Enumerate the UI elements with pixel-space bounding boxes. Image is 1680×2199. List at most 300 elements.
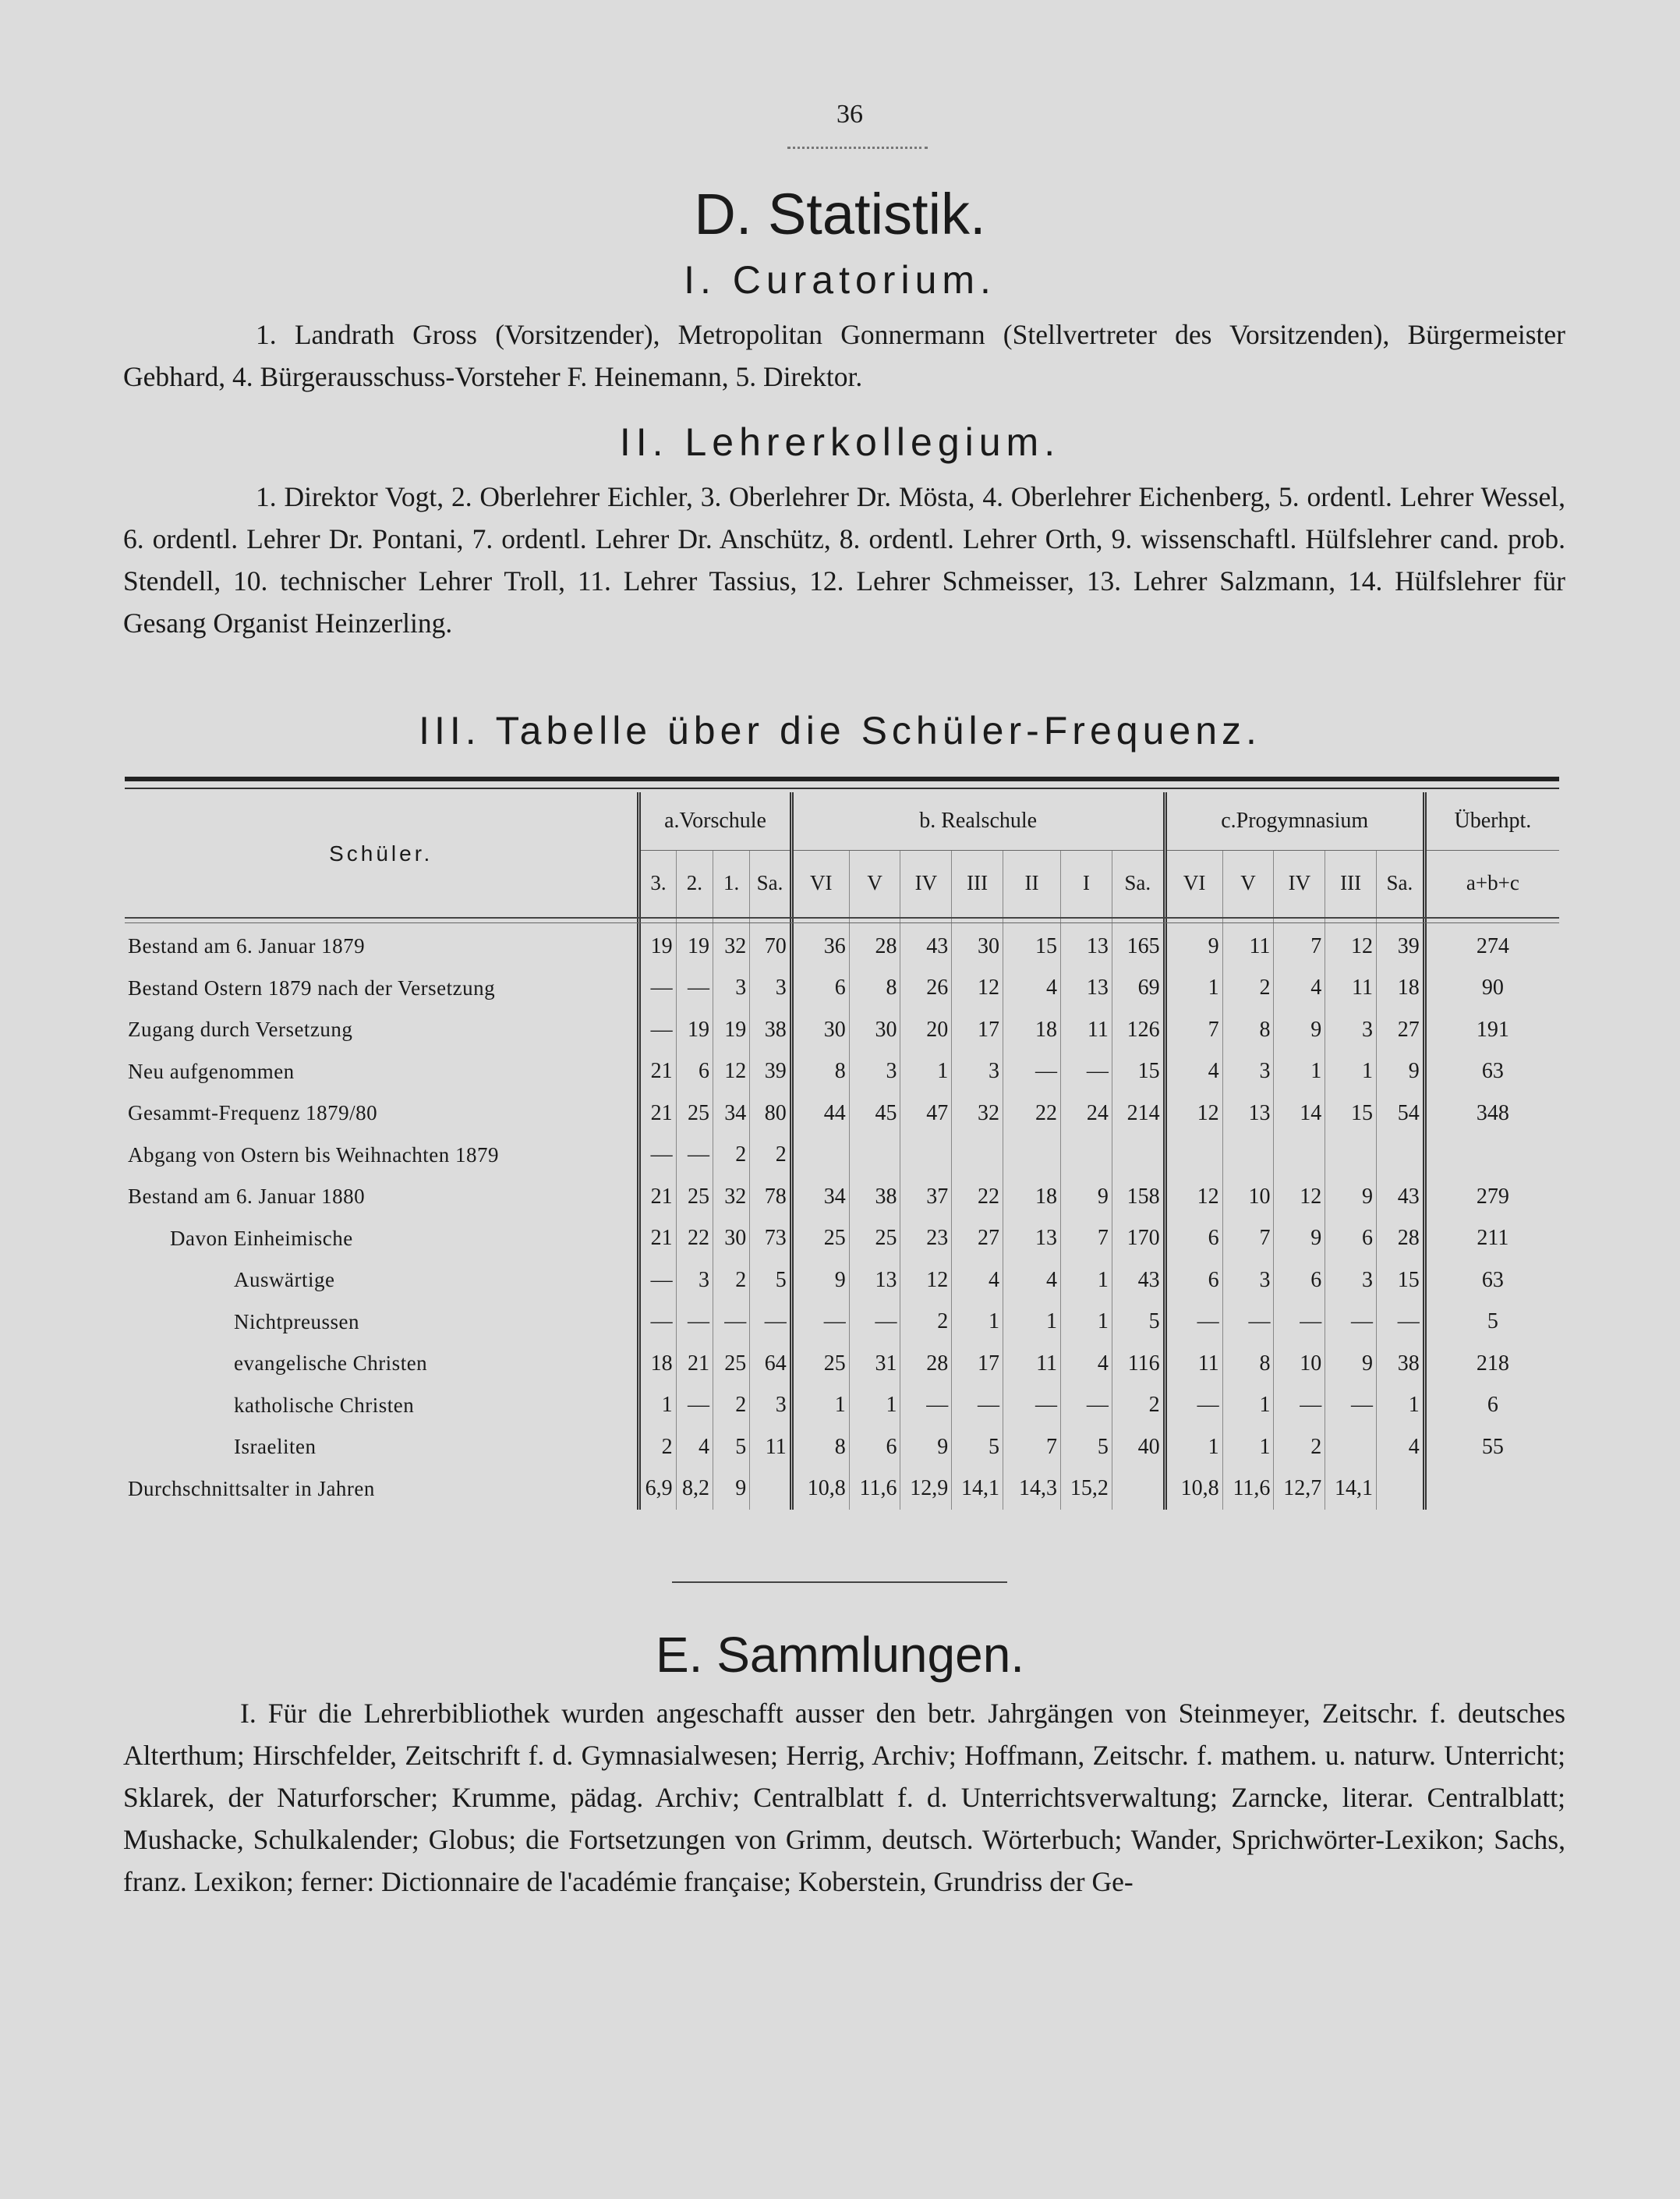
table-cell: 7 — [1165, 1009, 1222, 1051]
table-cell: 44 — [791, 1092, 849, 1135]
table-cell: 3 — [750, 968, 791, 1010]
table-cell: 2 — [713, 1259, 749, 1301]
table-cell — [1274, 1135, 1325, 1177]
table-cell: 34 — [713, 1092, 749, 1135]
row-label: Durchschnittsalter in Jahren — [128, 1476, 375, 1500]
col-header: a+b+c — [1424, 851, 1559, 915]
table-cell: 18 — [1003, 1009, 1061, 1051]
table-cell: 20 — [900, 1009, 952, 1051]
table-cell: 1 — [639, 1385, 676, 1427]
table-row — [125, 1259, 1559, 1301]
table-cell: 45 — [849, 1092, 900, 1135]
table-row — [125, 1218, 1559, 1260]
table-cell: 6 — [1424, 1385, 1559, 1427]
table-cell: 12 — [1165, 1176, 1222, 1218]
table-cell: 12 — [900, 1259, 952, 1301]
table-cell: 5 — [713, 1426, 749, 1468]
table-cell: 12 — [952, 968, 1003, 1010]
table-cell: 15 — [1325, 1092, 1377, 1135]
table-cell: 2 — [639, 1426, 676, 1468]
table-cell: 1 — [1061, 1259, 1112, 1301]
group-realschule: b. Realschule — [791, 792, 1165, 851]
table-cell: 15,2 — [1061, 1468, 1112, 1510]
section-d-title: D. Statistik. — [694, 182, 986, 246]
table-row — [125, 1092, 1559, 1135]
table-cell: 9 — [1325, 1343, 1377, 1385]
sammlungen-text: I. Für die Lehrerbibliothek wurden angeschafft ausser den betr. Jahrgängen von Steinmeyer, Zeitschr. f. deutsches Alterthum; Hirschfelder, Zeitschrift f. d. Gymnasialwesen; Herrig, Archiv; Hoffmann, Zeitschr. f. mathem. u. naturw. Unterricht; Sklarek, der Naturforscher; Krumme, pädag. Archiv; Centralblatt f. d. Unterrichtsverwaltung; Zarncke, literar. Centralblatt; Mushacke, Schulkalender; Globus; die Fortsetzungen von Grimm, deutsch. Wörterbuch; Wander, Sprichwörter-Lexikon; Sachs, franz. Lexikon; ferner: Dictionnaire de l'académie française; Koberstein, Grundriss der Ge- — [123, 1698, 1565, 1897]
table-cell: 34 — [791, 1176, 849, 1218]
col-header: IV — [1274, 851, 1325, 915]
table-cell: 13 — [1222, 1092, 1274, 1135]
table-cell — [1112, 1135, 1165, 1177]
row-label: katholische Christen — [234, 1393, 415, 1417]
table-cell: — — [1377, 1301, 1425, 1344]
table-cell: 11,6 — [1222, 1468, 1274, 1510]
table-cell: 43 — [900, 915, 952, 968]
table-cell: — — [849, 1301, 900, 1344]
table-cell: 13 — [1061, 915, 1112, 968]
table-cell: 38 — [750, 1009, 791, 1051]
table-cell: 2 — [713, 1385, 749, 1427]
table-cell: 11 — [1222, 915, 1274, 968]
table-cell: 21 — [639, 1218, 676, 1260]
table-cell: 9 — [1325, 1176, 1377, 1218]
table-cell: 4 — [1165, 1051, 1222, 1093]
table-cell: 14,1 — [952, 1468, 1003, 1510]
table-cell: 11,6 — [849, 1468, 900, 1510]
table-cell: 54 — [1377, 1092, 1425, 1135]
table-cell: — — [676, 968, 713, 1010]
page-number: 36 — [836, 100, 863, 129]
table-row — [125, 968, 1559, 1010]
row-label: Abgang von Ostern bis Weihnachten 1879 — [128, 1142, 499, 1167]
table-cell: 14,1 — [1325, 1468, 1377, 1510]
curatorium-text: 1. Landrath Gross (Vorsitzender), Metropolitan Gonnermann (Stellvertreter des Vorsitzenden), Bürgermeister Gebhard, 4. Bürgerausschuss-Vorsteher F. Heinemann, 5. Direktor. — [123, 319, 1565, 392]
row-header-schueler: Schüler. — [329, 841, 433, 866]
table-cell: 1 — [952, 1301, 1003, 1344]
table-cell: 1 — [1222, 1385, 1274, 1427]
table-cell: 28 — [900, 1343, 952, 1385]
table-cell: 14,3 — [1003, 1468, 1061, 1510]
section-separator-rule — [672, 1581, 1007, 1583]
table-cell: — — [639, 1135, 676, 1177]
table-cell — [1325, 1426, 1377, 1468]
table-header-row-groups — [125, 792, 1559, 851]
table-cell: 11 — [1061, 1009, 1112, 1051]
table-cell: 3 — [952, 1051, 1003, 1093]
table-cell: 4 — [1274, 968, 1325, 1010]
table-cell — [1377, 1135, 1425, 1177]
table-cell: 1 — [1325, 1051, 1377, 1093]
table-cell: 4 — [1377, 1426, 1425, 1468]
table-row — [125, 1301, 1559, 1344]
table-row — [125, 1051, 1559, 1093]
table-cell: 12,7 — [1274, 1468, 1325, 1510]
table-cell — [750, 1468, 791, 1510]
col-header: IV — [900, 851, 952, 915]
table-cell: 1 — [791, 1385, 849, 1427]
table-cell: 70 — [750, 915, 791, 968]
curatorium-heading: I. Curatorium. — [684, 258, 996, 302]
table-cell: 5 — [952, 1426, 1003, 1468]
table-cell: 191 — [1424, 1009, 1559, 1051]
table-cell: 12,9 — [900, 1468, 952, 1510]
col-header: 2. — [676, 851, 713, 915]
col-header: VI — [1165, 851, 1222, 915]
table-cell: 40 — [1112, 1426, 1165, 1468]
table-cell: 5 — [1112, 1301, 1165, 1344]
table-cell: 27 — [1377, 1009, 1425, 1051]
table-cell: 21 — [639, 1092, 676, 1135]
table-cell: 17 — [952, 1343, 1003, 1385]
col-header: III — [952, 851, 1003, 915]
table-cell: 9 — [1165, 915, 1222, 968]
table-cell: 21 — [639, 1176, 676, 1218]
table-cell: 1 — [1003, 1301, 1061, 1344]
table-cell: 5 — [750, 1259, 791, 1301]
table-cell: — — [1003, 1385, 1061, 1427]
table-cell: 2 — [1112, 1385, 1165, 1427]
table-cell: 15 — [1377, 1259, 1425, 1301]
table-cell: 64 — [750, 1343, 791, 1385]
table-cell: 211 — [1424, 1218, 1559, 1260]
group-vorschule: a.Vorschule — [639, 792, 791, 851]
table-cell: — — [1222, 1301, 1274, 1344]
table-cell: 73 — [750, 1218, 791, 1260]
table-top-rule — [125, 777, 1559, 781]
table-cell — [791, 1135, 849, 1177]
table-header-rule-thin — [125, 922, 1559, 923]
table-cell: 17 — [952, 1009, 1003, 1051]
table-cell: 214 — [1112, 1092, 1165, 1135]
table-cell: 78 — [750, 1176, 791, 1218]
table-cell: 18 — [1377, 968, 1425, 1010]
table-cell: 2 — [1222, 968, 1274, 1010]
table-cell: 6 — [849, 1426, 900, 1468]
table-cell: 116 — [1112, 1343, 1165, 1385]
table-cell: 8 — [791, 1051, 849, 1093]
table-cell: 6 — [1165, 1218, 1222, 1260]
table-cell: 19 — [676, 1009, 713, 1051]
table-cell: 31 — [849, 1343, 900, 1385]
table-cell: 2 — [900, 1301, 952, 1344]
table-cell — [1165, 1135, 1222, 1177]
table-cell: 1 — [1274, 1051, 1325, 1093]
table-cell: 19 — [639, 915, 676, 968]
table-cell: 1 — [1165, 968, 1222, 1010]
table-cell: 3 — [1325, 1259, 1377, 1301]
table-cell: — — [900, 1385, 952, 1427]
table-cell: — — [1274, 1301, 1325, 1344]
col-header: Sa. — [1377, 851, 1425, 915]
table-cell: 39 — [750, 1051, 791, 1093]
table-cell: — — [676, 1135, 713, 1177]
table-cell: 63 — [1424, 1259, 1559, 1301]
table-cell: 25 — [676, 1092, 713, 1135]
table-cell: 21 — [676, 1343, 713, 1385]
table-cell: 15 — [1112, 1051, 1165, 1093]
table-cell: 25 — [849, 1218, 900, 1260]
table-cell: 165 — [1112, 915, 1165, 968]
table-cell — [900, 1135, 952, 1177]
table-cell: 7 — [1003, 1426, 1061, 1468]
table-cell: 6 — [791, 968, 849, 1010]
table-cell: 36 — [791, 915, 849, 968]
table-cell: 3 — [1222, 1051, 1274, 1093]
table-row — [125, 1468, 1559, 1510]
row-label: Davon Einheimische — [170, 1226, 353, 1250]
table-cell: 63 — [1424, 1051, 1559, 1093]
table-cell: 19 — [676, 915, 713, 968]
table-cell: 9 — [900, 1426, 952, 1468]
table-cell: 28 — [849, 915, 900, 968]
table-cell — [952, 1135, 1003, 1177]
table-cell — [1325, 1135, 1377, 1177]
table-cell: 24 — [1061, 1092, 1112, 1135]
table-cell: — — [639, 1259, 676, 1301]
table-cell: 6 — [1325, 1218, 1377, 1260]
table-cell: 30 — [713, 1218, 749, 1260]
table-cell: 274 — [1424, 915, 1559, 968]
table-cell: 55 — [1424, 1426, 1559, 1468]
table-cell — [1061, 1135, 1112, 1177]
table-cell — [1003, 1135, 1061, 1177]
col-header: V — [849, 851, 900, 915]
table-cell: 126 — [1112, 1009, 1165, 1051]
table-cell: 4 — [1003, 1259, 1061, 1301]
table-cell: 4 — [676, 1426, 713, 1468]
row-label: Auswärtige — [234, 1268, 335, 1292]
table-row — [125, 1426, 1559, 1468]
table-cell: 11 — [1165, 1343, 1222, 1385]
table-body — [125, 915, 1559, 1510]
table-cell: 12 — [1274, 1176, 1325, 1218]
table-cell: 14 — [1274, 1092, 1325, 1135]
table-cell: 4 — [1003, 968, 1061, 1010]
table-cell: — — [1003, 1051, 1061, 1093]
table-cell: 1 — [1377, 1385, 1425, 1427]
table-cell: 2 — [1274, 1426, 1325, 1468]
table-cell: 7 — [1274, 915, 1325, 968]
col-header: Sa. — [1112, 851, 1165, 915]
table-cell: 5 — [1424, 1301, 1559, 1344]
table-cell: 6,9 — [639, 1468, 676, 1510]
table-cell: 13 — [849, 1259, 900, 1301]
row-label: Zugang durch Versetzung — [128, 1018, 353, 1042]
table-cell: 15 — [1003, 915, 1061, 968]
table-cell — [1424, 1135, 1559, 1177]
table-cell: 8 — [1222, 1343, 1274, 1385]
table-row — [125, 1343, 1559, 1385]
table-cell: — — [639, 968, 676, 1010]
table-cell: 3 — [750, 1385, 791, 1427]
table-cell: 8 — [791, 1426, 849, 1468]
col-header: 3. — [639, 851, 676, 915]
table-cell: 9 — [1377, 1051, 1425, 1093]
table-cell: 1 — [1165, 1426, 1222, 1468]
table-cell: 11 — [750, 1426, 791, 1468]
table-cell: 5 — [1061, 1426, 1112, 1468]
table-cell: 9 — [1061, 1176, 1112, 1218]
table-cell: 3 — [676, 1259, 713, 1301]
table-cell: 37 — [900, 1176, 952, 1218]
col-header: 1. — [713, 851, 749, 915]
table-cell: 22 — [1003, 1092, 1061, 1135]
table-cell: 3 — [1325, 1009, 1377, 1051]
table-cell: 13 — [1061, 968, 1112, 1010]
table-cell: 9 — [1274, 1218, 1325, 1260]
table-cell: 10,8 — [791, 1468, 849, 1510]
table-cell: 38 — [1377, 1343, 1425, 1385]
table-cell — [1222, 1135, 1274, 1177]
table-cell: 1 — [849, 1385, 900, 1427]
table-cell: 348 — [1424, 1092, 1559, 1135]
table-cell: — — [639, 1009, 676, 1051]
table-cell: 8 — [849, 968, 900, 1010]
table-cell: 18 — [639, 1343, 676, 1385]
table-cell: 9 — [791, 1259, 849, 1301]
table-cell: — — [1325, 1301, 1377, 1344]
table-cell: 80 — [750, 1092, 791, 1135]
col-header: I — [1061, 851, 1112, 915]
table-cell: — — [676, 1301, 713, 1344]
table-cell: 10,8 — [1165, 1468, 1222, 1510]
table-cell: 12 — [1165, 1092, 1222, 1135]
table-cell: 8,2 — [676, 1468, 713, 1510]
table-cell — [849, 1135, 900, 1177]
table-cell: 7 — [1061, 1218, 1112, 1260]
table-cell: — — [1061, 1051, 1112, 1093]
row-label: Gesammt-Frequenz 1879/80 — [128, 1101, 378, 1125]
table-cell: 25 — [791, 1343, 849, 1385]
row-label: Bestand am 6. Januar 1880 — [128, 1184, 366, 1209]
section-e-title: E. Sammlungen. — [655, 1627, 1025, 1683]
table-cell: 10 — [1222, 1176, 1274, 1218]
table-cell: 1 — [1222, 1426, 1274, 1468]
table-cell: 12 — [1325, 915, 1377, 968]
row-label: Nichtpreussen — [234, 1309, 359, 1333]
table-cell: 25 — [676, 1176, 713, 1218]
table-cell: 8 — [1222, 1009, 1274, 1051]
table-cell: — — [1325, 1385, 1377, 1427]
lehrerkollegium-text: 1. Direktor Vogt, 2. Oberlehrer Eichler, 3. Oberlehrer Dr. Mösta, 4. Oberlehrer Eichenberg, 5. ordentl. Lehrer Wessel, 6. ordentl. Lehrer Dr. Pontani, 7. ordentl. Lehrer Dr. Anschütz, 8. ordentl. Lehrer Orth, 9. wissenschaftl. Hülfslehrer cand. prob. Stendell, 10. technischer Lehrer Troll, 11. Lehrer Tassius, 12. Lehrer Schmeisser, 13. Lehrer Salzmann, 14. Hülfslehrer für Gesang Organist Heinzerling. — [123, 481, 1565, 639]
table-cell: 7 — [1222, 1218, 1274, 1260]
row-label: Israeliten — [234, 1435, 317, 1459]
table-cell: 3 — [1222, 1259, 1274, 1301]
table-cell: 11 — [1325, 968, 1377, 1010]
table-row — [125, 1009, 1559, 1051]
table-cell — [1112, 1468, 1165, 1510]
table-cell: — — [1274, 1385, 1325, 1427]
row-label: evangelische Christen — [234, 1351, 428, 1376]
col-header: II — [1003, 851, 1061, 915]
table-cell: 30 — [849, 1009, 900, 1051]
table-row — [125, 1176, 1559, 1218]
table-cell: 279 — [1424, 1176, 1559, 1218]
table-cell: 13 — [1003, 1218, 1061, 1260]
table-cell: — — [639, 1301, 676, 1344]
table-cell: — — [676, 1385, 713, 1427]
table-cell: 170 — [1112, 1218, 1165, 1260]
table-cell: 22 — [676, 1218, 713, 1260]
lehrerkollegium-heading: II. Lehrerkollegium. — [619, 420, 1061, 464]
table-cell: 10 — [1274, 1343, 1325, 1385]
table-cell: 30 — [952, 915, 1003, 968]
table-header-rule — [125, 917, 1559, 919]
table-cell: 6 — [1274, 1259, 1325, 1301]
table-cell: 25 — [791, 1218, 849, 1260]
table-cell: 23 — [900, 1218, 952, 1260]
table-cell: 3 — [713, 968, 749, 1010]
table-cell: 90 — [1424, 968, 1559, 1010]
table-cell: — — [750, 1301, 791, 1344]
group-total: Überhpt. — [1424, 792, 1559, 851]
table-cell: 43 — [1112, 1259, 1165, 1301]
col-header: III — [1325, 851, 1377, 915]
frequenz-heading: III. Tabelle über die Schüler-Frequenz. — [419, 709, 1261, 752]
table-cell: — — [791, 1301, 849, 1344]
table-cell — [1377, 1468, 1425, 1510]
table-cell: 218 — [1424, 1343, 1559, 1385]
table-cell: 22 — [952, 1176, 1003, 1218]
page-number-ornament — [787, 139, 928, 149]
table-cell — [1424, 1468, 1559, 1510]
table-cell: 4 — [952, 1259, 1003, 1301]
table-cell: 30 — [791, 1009, 849, 1051]
col-header: VI — [791, 851, 849, 915]
table-row — [125, 1135, 1559, 1177]
table-cell: 25 — [713, 1343, 749, 1385]
table-cell: 3 — [849, 1051, 900, 1093]
table-cell: 38 — [849, 1176, 900, 1218]
table-cell: — — [713, 1301, 749, 1344]
table-cell: 9 — [713, 1468, 749, 1510]
table-cell: — — [952, 1385, 1003, 1427]
table-cell: 4 — [1061, 1343, 1112, 1385]
frequenz-table — [125, 792, 1559, 1510]
table-cell: 69 — [1112, 968, 1165, 1010]
table-cell: 32 — [952, 1092, 1003, 1135]
table-cell: 18 — [1003, 1176, 1061, 1218]
col-header: Sa. — [750, 851, 791, 915]
table-cell: 28 — [1377, 1218, 1425, 1260]
table-top-rule-thin — [125, 788, 1559, 789]
col-header: V — [1222, 851, 1274, 915]
table-cell: 27 — [952, 1218, 1003, 1260]
table-cell: 47 — [900, 1092, 952, 1135]
table-cell: 158 — [1112, 1176, 1165, 1218]
row-label: Bestand Ostern 1879 nach der Versetzung — [128, 976, 496, 1000]
table-cell: 6 — [1165, 1259, 1222, 1301]
table-cell: 9 — [1274, 1009, 1325, 1051]
table-cell: 2 — [713, 1135, 749, 1177]
table-cell: 43 — [1377, 1176, 1425, 1218]
table-cell: 1 — [1061, 1301, 1112, 1344]
table-cell: 11 — [1003, 1343, 1061, 1385]
table-cell: 21 — [639, 1051, 676, 1093]
table-cell: 32 — [713, 915, 749, 968]
table-cell: 39 — [1377, 915, 1425, 968]
table-cell: — — [1165, 1301, 1222, 1344]
table-cell: — — [1165, 1385, 1222, 1427]
row-label: Bestand am 6. Januar 1879 — [128, 934, 366, 958]
table-cell: 2 — [750, 1135, 791, 1177]
table-cell: 26 — [900, 968, 952, 1010]
table-cell: 19 — [713, 1009, 749, 1051]
table-cell: 32 — [713, 1176, 749, 1218]
table-cell: 6 — [676, 1051, 713, 1093]
table-row — [125, 1385, 1559, 1427]
